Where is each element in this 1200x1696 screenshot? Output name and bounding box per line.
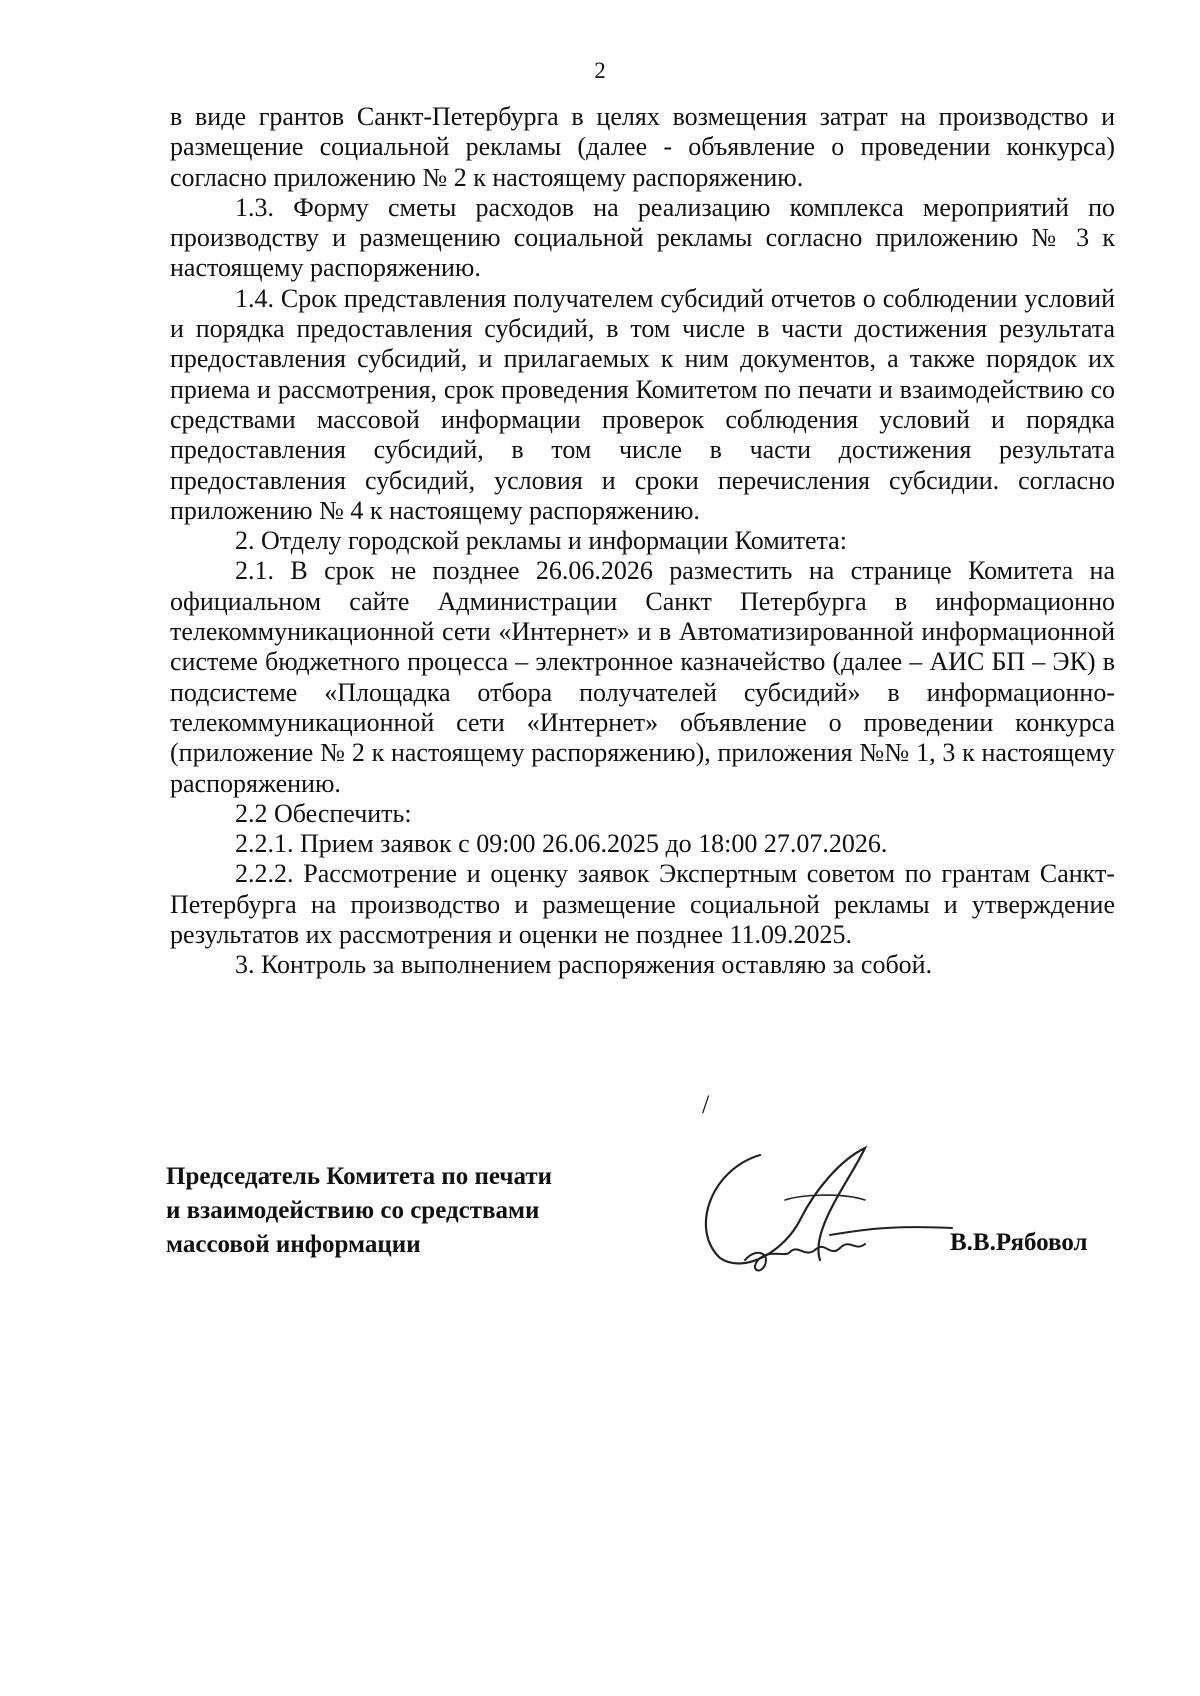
paragraph-1-4: 1.4. Срок представления получателем субсидий отчетов о соблюдении условий и порядка предоставления субсидий, в том числе в части достижения результата предоставления субсидий, и прилагаемых к ним документов, а также порядок их приема и рассмотрения, срок проведения Комитетом по печати и взаимодействию со средствами массовой информации проверок соблюдения условий и порядка предоставления субсидий, в том числе в части достижения результата предоставления субсидий, условия и сроки перечисления субсидии. согласно приложению № 4 к настоящему распоряжению. <box>170 283 1115 525</box>
paragraph-2-2: 2.2 Обеспечить: <box>235 798 412 828</box>
paragraph-1-3: 1.3. Форму сметы расходов на реализацию комплекса мероприятий по производству и размещению социальной рекламы согласно приложению № 3 к настоящему распоряжению. <box>170 192 1115 283</box>
document-body <box>170 102 1115 981</box>
paragraph-2-2-2: 2.2.2. Рассмотрение и оценку заявок Экспертным советом по грантам Санкт-Петербурга на производство и размещение социальной рекламы и утверждение результатов их рассмотрения и оценки не позднее 11.09.2025. <box>170 859 1115 950</box>
paragraph-2-2-1: 2.2.1. Прием заявок с 09:00 26.06.2025 до 18:00 27.07.2026. <box>235 829 888 859</box>
signatory-title <box>166 1160 552 1262</box>
paragraph-2-1: 2.1. В срок не позднее 26.06.2026 разместить на странице Комитета на официальном сайте Администрации Санкт Петербурга в информационно телекоммуникационной сети «Интернет» и в Автоматизированной информационной системе бюджетного процесса – электронное казначейство (далее – АИС БП – ЭК) в подсистеме «Площадка отбора получателей субсидий» в информационно-телекоммуникационной сети «Интернет» объявление о проведении конкурса (приложение № 2 к настоящему распоряжению), приложения №№ 1, 3 к настоящему распоряжению. <box>170 556 1115 798</box>
signatory-title-line: и взаимодействию со средствами <box>166 1197 540 1224</box>
signatory-title-line: массовой информации <box>166 1231 421 1258</box>
page-number: 2 <box>594 58 606 83</box>
handwritten-signature <box>690 1140 960 1280</box>
signatory-title-line: Председатель Комитета по печати <box>166 1163 553 1190</box>
paragraph-3: 3. Контроль за выполнением распоряжения оставляю за собой. <box>235 950 933 980</box>
pen-mark: / <box>702 1090 710 1119</box>
signatory-name: В.В.Рябовол <box>950 1229 1088 1256</box>
paragraph-2: 2. Отделу городской рекламы и информации Комитета: <box>235 526 847 556</box>
paragraph-continuation: в виде грантов Санкт-Петербурга в целях возмещения затрат на производство и размещение социальной рекламы (далее - объявление о проведении конкурса) согласно приложению № 2 к настоящему распоряжению. <box>170 102 1115 192</box>
